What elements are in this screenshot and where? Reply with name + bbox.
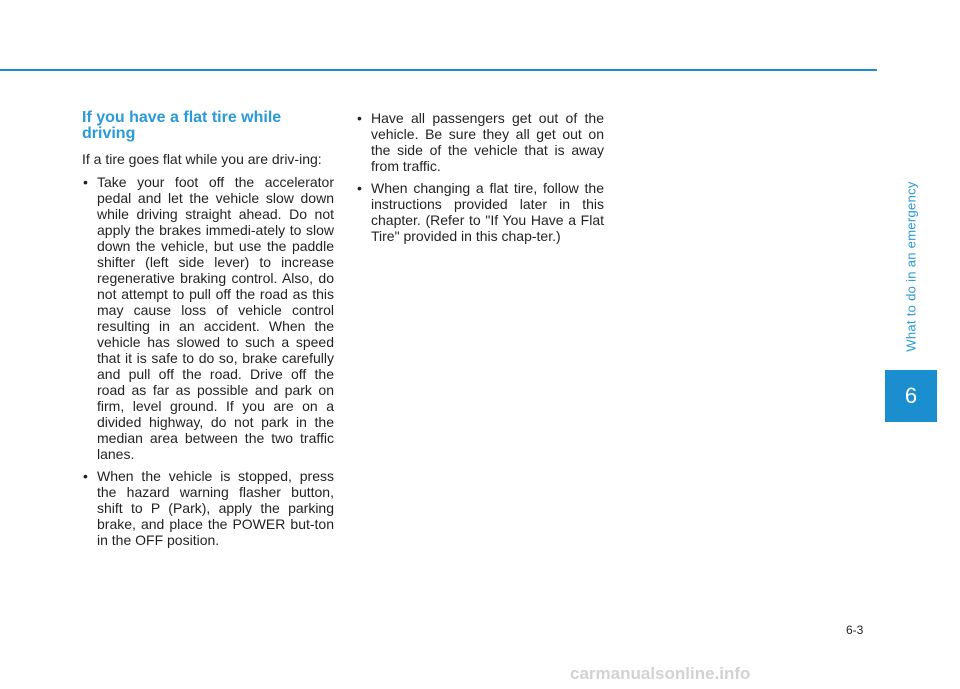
right-column <box>356 110 604 250</box>
chapter-side-label <box>897 168 925 364</box>
bullet-icon: • <box>83 174 88 190</box>
left-column <box>82 110 334 554</box>
bullet-icon: • <box>357 110 362 126</box>
chapter-title: What to do in an emergency <box>903 180 919 352</box>
list-item-text: Have all passengers get out of the vehicle. Be sure they all get out on the side of the vehicle that is away from traffic. <box>371 110 604 174</box>
top-rule <box>0 69 877 71</box>
bullet-icon: • <box>83 468 88 484</box>
list-item-text: Take your foot off the accelerator pedal and let the vehicle slow down while driving straight ahead. Do not apply the brakes immedi-ately to slow down the vehicle, but use the paddle shifter (left side lever) to increase regenerative braking control. Also, do not attempt to pull off the road as this may cause loss of vehicle control resulting in an accident. When the vehicle has slowed to such a speed that it is safe to do so, brake carefully and pull off the road. Drive off the road as far as possible and park on firm, level ground. If you are on a divided highway, do not park in the median area between the two traffic lanes. <box>97 174 334 462</box>
watermark: carmanualsonline.info <box>570 664 751 683</box>
intro-paragraph: If a tire goes flat while you are driv-ing: <box>82 151 322 167</box>
left-bullet-list <box>82 174 334 548</box>
list-item <box>82 468 334 548</box>
list-item <box>356 110 604 174</box>
page-number: 6-3 <box>846 623 864 637</box>
list-item-text: When the vehicle is stopped, press the hazard warning flasher button, shift to P (Park), apply the parking brake, and place the POWER but-ton in the OFF position. <box>97 468 334 548</box>
section-heading: If you have a flat tire while driving <box>82 109 282 142</box>
list-item-text: When changing a flat tire, follow the instructions provided later in this chapter. (Refer to "If You Have a Flat Tire" provided in this chap-ter.) <box>371 180 604 244</box>
right-bullet-list <box>356 110 604 244</box>
chapter-number: 6 <box>904 383 918 408</box>
bullet-icon: • <box>357 180 362 196</box>
list-item <box>356 180 604 244</box>
chapter-tab <box>885 370 937 422</box>
list-item <box>82 174 334 462</box>
